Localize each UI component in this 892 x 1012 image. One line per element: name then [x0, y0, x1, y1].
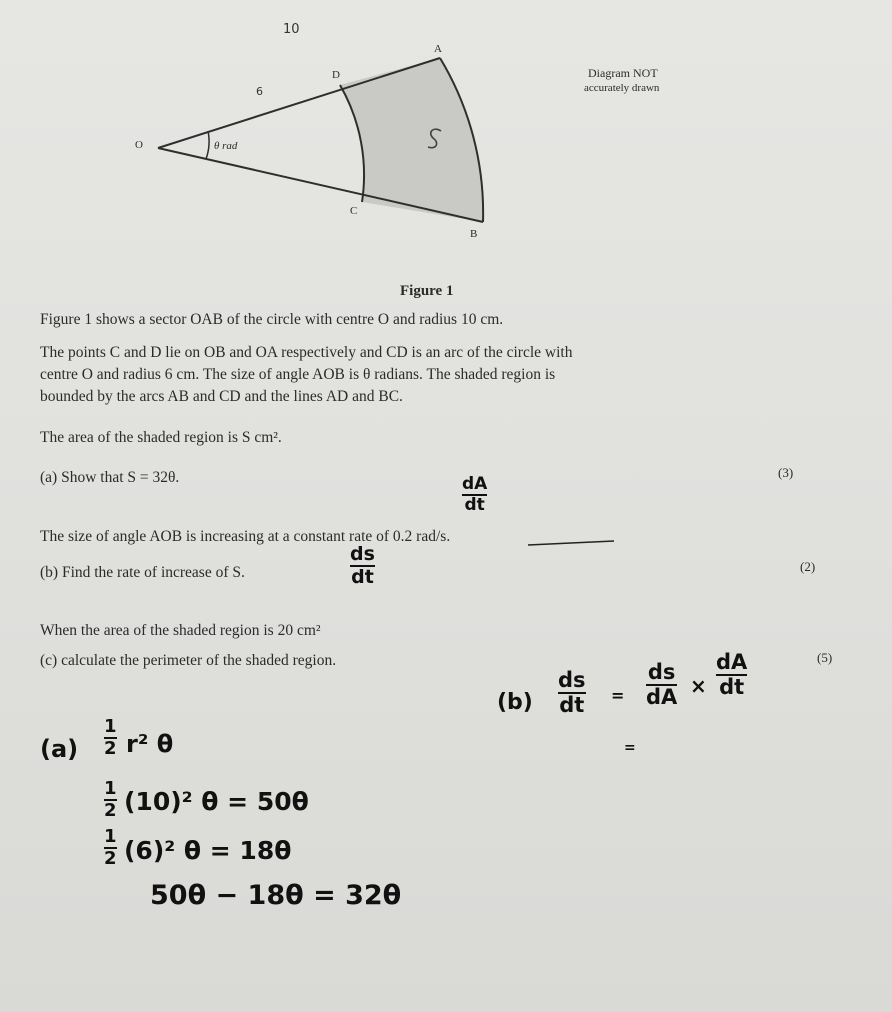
sector-diagram — [0, 0, 892, 280]
part-a-marks: (3) — [778, 465, 794, 480]
hand-frac-num: 1 — [104, 716, 117, 737]
handwritten-ten: 10 — [283, 22, 300, 37]
question-para-line3: bounded by the arcs AB and CD and the lines AD and BC. — [40, 388, 403, 405]
hand-ds-den: dt — [351, 566, 374, 588]
part-a-text: (a) Show that S = 32θ. — [40, 469, 180, 486]
hand-dA-den: dt — [464, 495, 485, 515]
hand-b-r1-num: ds — [647, 660, 676, 684]
hand-dA-dt — [462, 476, 487, 514]
hand-b-line2: = — [624, 740, 636, 756]
part-b-marks: (2) — [800, 559, 816, 574]
label-C: C — [350, 205, 358, 217]
hand-a-line2-rest: (10)² θ = 50θ — [124, 787, 309, 816]
hand-b-r2-den: dt — [719, 675, 745, 699]
label-B: B — [470, 228, 478, 240]
hand-frac-num: 1 — [104, 826, 117, 847]
hand-b-eq: = — [611, 686, 625, 705]
figure-caption: Figure 1 — [400, 283, 454, 299]
hand-b-lhs-num: ds — [558, 668, 586, 692]
hand-frac-num: 1 — [104, 778, 117, 799]
hand-a-frac2 — [104, 780, 117, 820]
hand-b-label: (b) — [497, 690, 533, 715]
when-statement: When the area of the shaded region is 20 cm² — [40, 622, 321, 639]
hand-ds-dt — [350, 545, 375, 587]
hand-frac-den: 2 — [104, 738, 117, 759]
hand-a-frac1 — [104, 718, 117, 758]
hand-frac-den: 2 — [104, 848, 117, 869]
hand-b-lhs — [558, 670, 586, 716]
part-b-text: (b) Find the rate of increase of S. — [40, 564, 245, 581]
hand-a-line1-rest: r² θ — [126, 730, 174, 758]
diagram-note-line1: Diagram NOT — [588, 66, 658, 80]
hand-a-line3-rest: (6)² θ = 18θ — [124, 836, 292, 865]
hand-a-label: (a) — [40, 735, 79, 763]
part-c-text: (c) calculate the perimeter of the shaded region. — [40, 652, 337, 669]
rate-underline — [526, 539, 616, 549]
label-D: D — [332, 69, 340, 81]
angle-arc — [206, 131, 209, 159]
hand-b-times: × — [690, 674, 707, 698]
hand-ds-num: ds — [350, 543, 375, 565]
hand-b-r2 — [716, 652, 747, 698]
part-c-marks: (5) — [817, 650, 833, 665]
label-theta: θ rad — [214, 140, 238, 152]
diagram-note-line2: accurately drawn — [584, 82, 660, 94]
hand-b-r2-num: dA — [716, 650, 748, 674]
hand-b-lhs-den: dt — [559, 693, 585, 717]
hand-b-r1-den: dA — [646, 685, 678, 709]
area-statement: The area of the shaded region is S cm². — [40, 429, 282, 446]
hand-b-r1 — [646, 662, 677, 708]
hand-a-frac3 — [104, 828, 117, 868]
question-para-line1: The points C and D lie on OB and OA respectively and CD is an arc of the circle with — [40, 344, 573, 361]
rate-statement: The size of angle AOB is increasing at a constant rate of 0.2 rad/s. — [40, 528, 451, 545]
label-A: A — [434, 43, 442, 55]
question-intro: Figure 1 shows a sector OAB of the circle with centre O and radius 10 cm. — [40, 311, 504, 328]
handwritten-six: 6 — [256, 85, 263, 98]
label-O: O — [135, 139, 143, 151]
hand-a-line4: 50θ − 18θ = 32θ — [150, 880, 402, 911]
hand-frac-den: 2 — [104, 800, 117, 821]
question-para-line2: centre O and radius 6 cm. The size of angle AOB is θ radians. The shaded region is — [40, 366, 556, 383]
hand-dA-num: dA — [462, 474, 488, 494]
